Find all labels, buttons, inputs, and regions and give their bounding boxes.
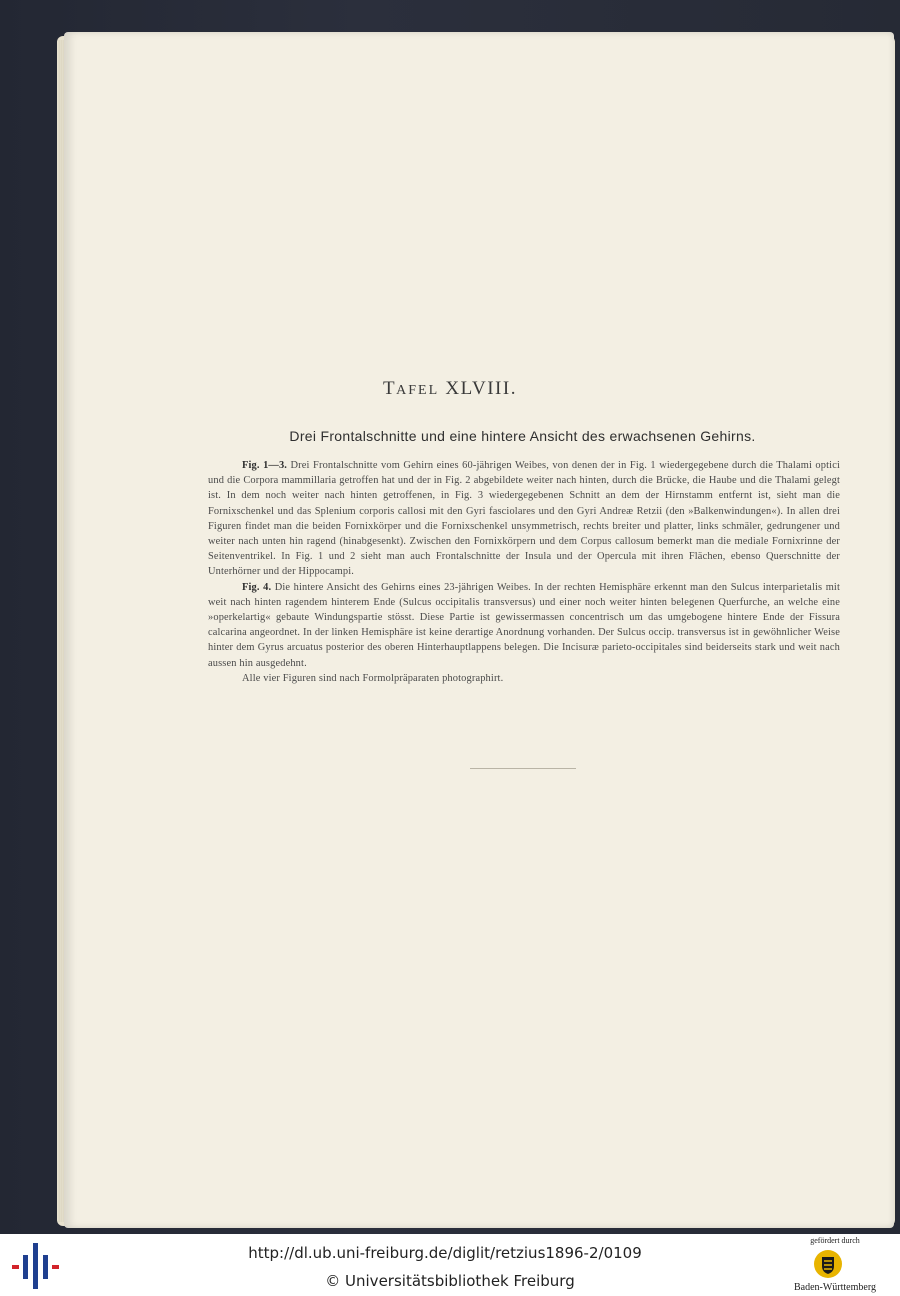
plate-subtitle: Drei Frontalschnitte und eine hintere Ansicht des erwachsenen Gehirns. [289, 428, 756, 444]
paragraph-fig-1-3 [208, 458, 840, 580]
sponsor-name: Baden-Württemberg [793, 1282, 876, 1293]
paragraph-text: Die hintere Ansicht des Gehirns eines 23-jährigen Weibes. In der rechten Hemisphäre erkennt man den Sulcus interparietalis mit weit nach hinten ragendem hinterem Ende (Sulcus occipitalis transversus) und einer noch weiter hinten belegenen Querfurche, an welche eine »operkelartig« gebaute Windungspartie stösst. Diese Partie ist gewissermassen concentrisch um das umgebogene hintere Ende der Fissura calcarina angeordnet. In der linken Hemisphäre ist keine derartige Anordnung vorhanden. Der Sulcus occip. transversus ist in gewöhnlicher Weise hinter dem Gyrus arcuatus posterior des oberen Hinterhauptlappens belegen. Die Incisuræ parieto-occipitales sind beiderseits stark und weit nach aussen hin ausgedehnt. [208, 581, 840, 669]
plate-title [0, 378, 900, 400]
divider-rule [470, 768, 576, 769]
paragraph-fig-4 [208, 580, 840, 671]
plate-description [208, 458, 840, 686]
sponsor-label: gefördert durch [810, 1236, 860, 1245]
plate-title-number: XLVIII. [445, 378, 517, 399]
permalink-url[interactable]: http://dl.ub.uni-freiburg.de/diglit/retzius1896-2/0109 [248, 1244, 642, 1262]
paragraph-note [208, 671, 840, 686]
plate-title-word: AFEL [396, 383, 440, 398]
plate-title-cap: T [383, 378, 397, 399]
paragraph-text: Alle vier Figuren sind nach Formolpräparaten photographirt. [242, 672, 504, 684]
figure-label: Fig. 4. [242, 581, 272, 593]
paragraph-text: Drei Frontalschnitte vom Gehirn eines 60-jährigen Weibes, von denen der in Fig. 1 wiedergegebene durch die Thalami optici und die Corpora mammillaria getroffen hat und der in Fig. 2 abgebildete weiter nach hinten, durch die Brücke, die Haube und die Thalami gelegt ist. In dem noch weiter nach hinten getroffenen, in Fig. 3 wiedergegebenen Schnitt an dem der Hirnstamm entfernt ist, sieht man die Fornixschenkel und das Splenium corporis callosi mit den Gyri fasciolares und den Gyri Andreæ Retzii (den »Balkenwindungen«). In allen drei Figuren findet man die beiden Fornixkörper und die Fornixschenkel unsymmetrisch, rechts breiter und platter, links schmäler, gedrungener und weiter nach unten hin ragend (hinabgesenkt). Zwischen den Fornixkörpern und dem Corpus callosum bemerkt man die mediale Fornixrinne der Seitenventrikel. In Fig. 1 und 2 sieht man auch Frontalschnitte der Insula und der Opercula mit ihren Flächen, ebenso Querschnitte der Unterhörner und der Hippocampi. [208, 460, 840, 578]
figure-label: Fig. 1—3. [242, 460, 288, 471]
copyright-text: © Universitätsbibliothek Freiburg [325, 1272, 575, 1290]
baden-wuerttemberg-crest-icon[interactable] [813, 1249, 843, 1279]
